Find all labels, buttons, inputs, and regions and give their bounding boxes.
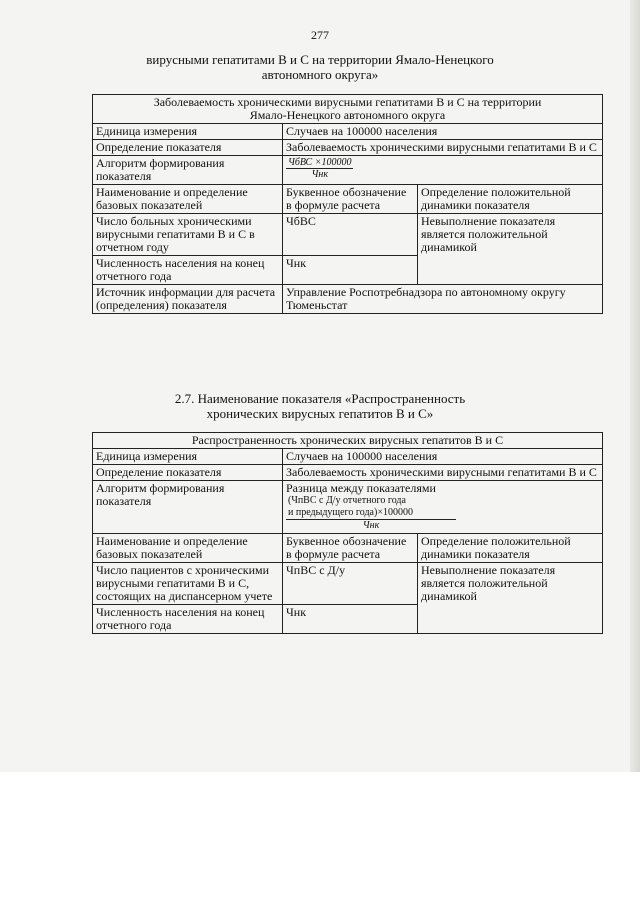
formula-numerator: ЧбВС ×100000: [288, 157, 352, 168]
row-notation: Чнк: [283, 605, 418, 634]
definition-value: Заболеваемость хроническими вирусными гепатитами В и С: [283, 465, 603, 481]
row-patients-count: Число пациентов с хроническими вирусными гепатитами В и С, состоящих на диспансерном учете: [93, 563, 283, 605]
formula-numerator-line: и предыдущего года)×100000: [286, 507, 456, 520]
unit-label: Единица измерения: [93, 449, 283, 465]
table-title: Распространенность хронических вирусных гепатитов В и С: [93, 433, 603, 449]
source-label: Источник информации для расчета (определения) показателя: [93, 285, 283, 314]
header-positive-dynamics: Определение положительной динамики показателя: [418, 185, 603, 214]
scan-edge-shadow: [630, 0, 640, 772]
row-positive-dynamics: Невыполнение показателя является положительной динамикой: [418, 214, 603, 285]
header-letter-notation: Буквенное обозначение в формуле расчета: [283, 185, 418, 214]
table-header-row: [93, 534, 603, 563]
section-caption-1: [0, 52, 640, 82]
row-notation: Чнк: [283, 256, 418, 285]
source-value: [283, 285, 603, 314]
row-notation: ЧпВС с Д/у: [283, 563, 418, 605]
definition-label: Определение показателя: [93, 465, 283, 481]
table-row: [93, 481, 603, 534]
table-row: [93, 156, 603, 185]
header-basic-indicators: Наименование и определение базовых показателей: [93, 185, 283, 214]
table-row: [93, 563, 603, 605]
algorithm-label: Алгоритм формирования показателя: [93, 481, 283, 534]
formula-denominator: Чнк: [311, 169, 328, 180]
definition-value: Заболеваемость хроническими вирусными гепатитами В и С: [283, 140, 603, 156]
table-row: [93, 140, 603, 156]
table-row: [93, 465, 603, 481]
formula-denominator: Чнк: [362, 520, 380, 531]
row-population: Численность населения на конец отчетного года: [93, 605, 283, 634]
header-positive-dynamics: Определение положительной динамики показателя: [418, 534, 603, 563]
indicator-table-incidence: [92, 94, 603, 314]
row-positive-dynamics: Невыполнение показателя является положительной динамикой: [418, 563, 603, 634]
table-row: [93, 124, 603, 140]
caption-line: автономного округа»: [261, 67, 379, 82]
formula-numerator-line: (ЧпВС с Д/у отчетного года: [288, 495, 406, 506]
header-basic-indicators: Наименование и определение базовых показателей: [93, 534, 283, 563]
algorithm-label: Алгоритм формирования показателя: [93, 156, 283, 185]
unit-value: Случаев на 100000 населения: [283, 124, 603, 140]
indicator-table-prevalence: [92, 432, 603, 634]
formula-fraction: [286, 157, 353, 180]
table-title-row: [93, 433, 603, 449]
table-header-row: [93, 185, 603, 214]
header-letter-notation: Буквенное обозначение в формуле расчета: [283, 534, 418, 563]
source-line: Управление Роспотребнадзора по автономному округу: [286, 285, 566, 299]
unit-label: Единица измерения: [93, 124, 283, 140]
unit-value: Случаев на 100000 населения: [283, 449, 603, 465]
row-notation: ЧбВС: [283, 214, 418, 256]
section-caption-2: [0, 391, 640, 421]
table-row: [93, 214, 603, 256]
formula-fraction: [286, 495, 456, 532]
table-title-line: Ямало-Ненецкого автономного округа: [249, 108, 446, 122]
algorithm-formula: [283, 156, 603, 185]
row-population: Численность населения на конец отчетного года: [93, 256, 283, 285]
table-title: [93, 95, 603, 124]
table-row: [93, 285, 603, 314]
definition-label: Определение показателя: [93, 140, 283, 156]
table-title-line: Заболеваемость хроническими вирусными гепатитами В и С на территории: [153, 95, 542, 109]
table-title-row: [93, 95, 603, 124]
caption-line: хронических вирусных гепатитов В и С»: [206, 406, 434, 421]
table-row: [93, 449, 603, 465]
source-line: Тюменьстат: [286, 298, 348, 312]
caption-line: 2.7. Наименование показателя «Распространенность: [174, 391, 466, 406]
caption-line: вирусными гепатитами В и С на территории Ямало-Ненецкого: [146, 52, 494, 67]
page-number: 277: [311, 28, 329, 42]
algorithm-intro: Разница между показателями: [286, 481, 436, 495]
algorithm-formula: [283, 481, 603, 534]
row-patients-count: Число больных хроническими вирусными гепатитами В и С в отчетном году: [93, 214, 283, 256]
